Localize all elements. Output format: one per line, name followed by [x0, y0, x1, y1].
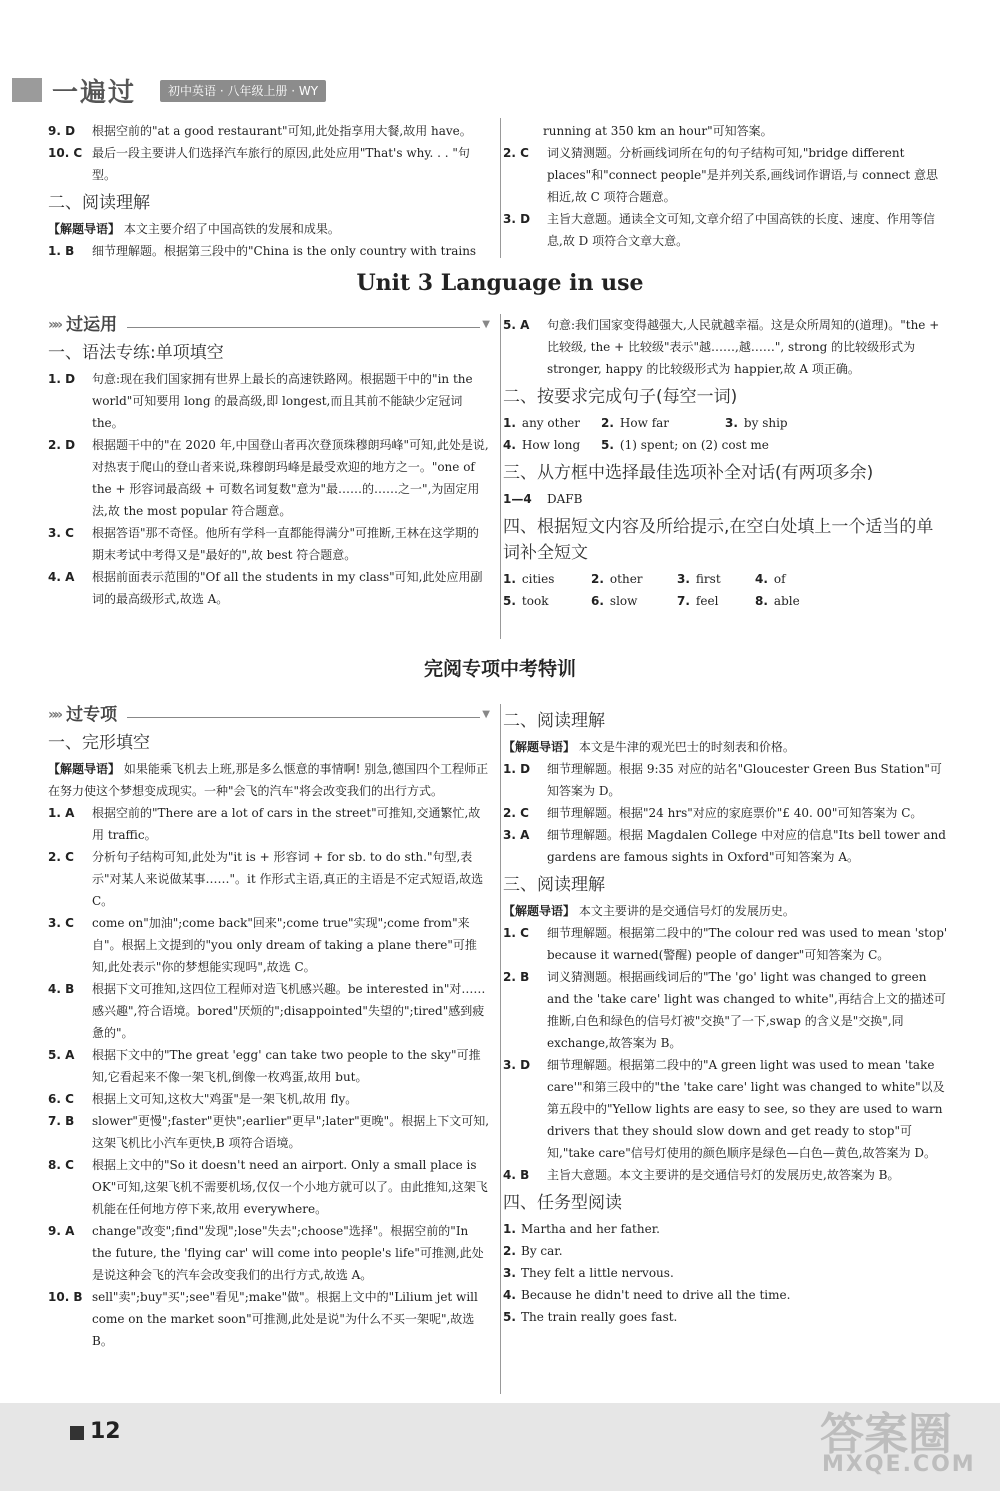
guide-note: 【解题导语】 如果能乘飞机去上班,那是多么惬意的事情啊! 别急,德国四个工程师正在努力使这个梦想变成现实。一种"会飞的汽车"将会改变我们的出行方式。 — [48, 762, 489, 798]
answer-item: 3. A 细节理解题。根据 Magdalen College 中对应的信息"Its bell tower and gardens are famous sights in Oxford"可知答案为 A。 — [503, 828, 946, 864]
left-section-1 — [48, 314, 490, 610]
triangle-icon: ▼ — [482, 319, 490, 330]
answer-item: 4. B 主旨大意题。本文主要讲的是交通信号灯的发展历史,故答案为 B。 — [503, 1168, 900, 1182]
header-bar — [12, 78, 42, 102]
right-section-1 — [503, 314, 948, 612]
watermark-logo: 答案圈 — [820, 1409, 952, 1460]
answer-item: 5. A 根据下文中的"The great 'egg' can take two people to the sky"可推知,它看起来不像一架飞机,倒像一枚鸡蛋,故用 but。 — [48, 1048, 481, 1084]
section-heading: 一、完形填空 — [48, 733, 150, 753]
special-title: 完阅专项中考特训 — [423, 658, 576, 680]
answer-item: 3. C come on"加油";come back"回来";come true"实现";come from"来自"。根据上文提到的"you only dream of taking a plane there"可推知,此处表示"你的梦想能实现吗",故选 C。 — [48, 916, 477, 974]
answer-item: 9. A change"改变";find"发现";lose"失去";choose"选择"。根据空前的"In the future, the 'flying car' will come into people's life"可推测,此处是说这种会飞的汽车会改变我们的出行方式,故选 A。 — [48, 1224, 484, 1282]
section-heading: 二、阅读理解 — [503, 711, 605, 731]
column-divider — [500, 704, 501, 1394]
brand-title: 一遍过 — [52, 78, 137, 108]
answer-item: 2. C 分析句子结构可知,此处为"it is + 形容词 + for sb. to do sth."句型,表示"对某人来说做某事……"。it 作形式主语,真正的主语是不定式短语,故选 C。 — [48, 850, 484, 908]
section-badge: »» 过专项 ▼ — [48, 705, 490, 725]
guide-note: 【解题导语】 本文主要讲的是交通信号灯的发展历史。 — [503, 904, 795, 918]
chevron-icon: »» — [48, 707, 61, 723]
answer-item: 1. A 根据空前的"There are a lot of cars in the street"可推知,交通繁忙,故用 traffic。 — [48, 806, 481, 842]
answer-item: 2. C 词义猜测题。分析画线词所在句的句子结构可知,"bridge different places"和"connect people"是并列关系,画线词作谓语,与 connect 意思相近,故 C 项符合题意。 — [503, 146, 939, 204]
section-heading: 一、语法专练:单项填空 — [48, 343, 224, 363]
guide-note: 【解题导语】 本文是牛津的观光巴士的时刻表和价格。 — [503, 740, 795, 754]
answer-item: 5. The train really goes fast. — [503, 1310, 678, 1324]
answer-item: 10. C 最后一段主要讲人们选择汽车旅行的原因,此处应用"That's why. . . "句型。 — [48, 146, 470, 182]
answer-item: 1. D 细节理解题。根据 9:35 对应的站名"Gloucester Green Bus Station"可知答案为 D。 — [503, 762, 942, 798]
section-heading: 四、根据短文内容及所给提示,在空白处填上一个适当的单词补全短文 — [503, 517, 934, 563]
answer-item: 3. D 细节理解题。根据第二段中的"A green light was used to mean 'take care'"和第三段中的"the 'take care' light was changed to white"以及第五段中的"Yellow lights are easy to see, so they are used to warn drivers that they should slow down and get ready to stop"可知,"take care"信号灯使用的颜色顺序是绿色—白色—黄色,故答案为 D。 — [503, 1058, 945, 1160]
answer-item: 3. D 主旨大意题。通读全文可知,文章介绍了中国高铁的长度、速度、作用等信息,故 D 项符合文章大意。 — [503, 212, 935, 248]
answer-item: 4. Because he didn't need to drive all the time. — [503, 1288, 791, 1302]
answer-item: 3. C 根据答语"那不奇怪。他所有学科一直都能得满分"可推断,王林在这学期的期末考试中考得又是"最好的",故 best 符合题意。 — [48, 526, 479, 562]
section-badge: »» 过运用 ▼ — [48, 315, 490, 335]
guide-note: 【解题导语】 本文主要介绍了中国高铁的发展和成果。 — [48, 222, 340, 236]
section-heading: 二、阅读理解 — [48, 193, 150, 213]
answer-item: 9. D 根据空前的"at a good restaurant"可知,此处指享用大餐,故用 have。 — [48, 124, 472, 138]
left-section-2 — [48, 704, 490, 1352]
answer-item: 2. C 细节理解题。根据"24 hrs"对应的家庭票价"£ 40. 00"可知答案为 C。 — [503, 806, 923, 820]
book-subtitle: 初中英语 · 八年级上册 · WY — [160, 80, 326, 102]
continued-text: running at 350 km an hour"可知答案。 — [543, 124, 773, 138]
unit-title: Unit 3 Language in use — [356, 270, 644, 296]
answer-item: 2. B 词义猜测题。根据画线词后的"The 'go' light was changed to green and the 'take care' light was changed to white",再结合上文的描述可推断,白色和绿色的信号灯被"交换"了一下,swap 的含义是"交换",同 exchange,故答案为 B。 — [503, 970, 946, 1050]
answer-item: 1. D 句意:现在我们国家拥有世界上最长的高速铁路网。根据题干中的"in the world"可知要用 long 的最高级,即 longest,而且其前不能缺少定冠词 the。 — [48, 372, 473, 430]
answer-item: 3. They felt a little nervous. — [503, 1266, 674, 1280]
answer-row: 1. cities 2. other 3. first 4. of — [503, 572, 786, 586]
answer-item: 1—4 DAFB — [503, 492, 583, 506]
watermark-url: MXQE.COM — [822, 1452, 976, 1477]
answer-item: 1. C 细节理解题。根据第二段中的"The colour red was used to mean 'stop' because it warned(警醒) people of danger"可知答案为 C。 — [503, 926, 948, 962]
answer-item: 10. B sell"卖";buy"买";see"看见";make"做"。根据上文中的"Lilium jet will come on the market soon"可推测,此处是说"为什么不买一架呢",故选 B。 — [48, 1290, 478, 1348]
chevron-icon: »» — [48, 317, 61, 333]
answer-item: 5. A 句意:我们国家变得越强大,人民就越幸福。这是众所周知的(道理)。"the + 比较级, the + 比较级"表示"越……,越……", strong 的比较级形式为 stronger, happy 的比较级形式为 happier,故 A 项正确。 — [503, 318, 940, 376]
section-heading: 三、阅读理解 — [503, 875, 605, 895]
answer-item: 6. C 根据上文可知,这枚大"鸡蛋"是一架飞机,故用 fly。 — [48, 1092, 358, 1106]
answer-item: 4. B 根据下文可推知,这四位工程师对造飞机感兴趣。be interested in"对……感兴趣",符合语境。bored"厌烦的";disappointed"失望的";tired"感到疲惫的"。 — [48, 982, 486, 1040]
answer-row: 4. How long 5. (1) spent; on (2) cost me — [503, 438, 769, 452]
answer-item: 1. Martha and her father. — [503, 1222, 660, 1236]
right-section-2 — [503, 704, 948, 1328]
answer-row: 1. any other 2. How far 3. by ship — [503, 416, 788, 430]
answer-item: 8. C 根据上文中的"So it doesn't need an airport. Only a small place is OK"可知,这架飞机不需要机场,仅仅一个小地方就可以了。由此推知,这架飞机能在任何地方停下来,故用 everywhere。 — [48, 1158, 488, 1216]
column-divider — [500, 314, 501, 639]
section-heading: 三、从方框中选择最佳选项补全对话(有两项多余) — [503, 463, 874, 483]
answer-row: 5. took 6. slow 7. feel 8. able — [503, 594, 800, 608]
column-divider — [500, 118, 501, 258]
answer-item: 1. B 细节理解题。根据第三段中的"China is the only country with trains — [48, 244, 477, 258]
answer-item: 2. D 根据题干中的"在 2020 年,中国登山者再次登顶珠穆朗玛峰"可知,此处是说,对热衷于爬山的登山者来说,珠穆朗玛峰是最受欢迎的地方之一。"one of the + 形容词最高级 + 可数名词复数"意为"最……的……之一",为固定用法,故 the most popular 符合题意。 — [48, 438, 489, 518]
page-number: 12 — [90, 1419, 121, 1444]
top-right-column — [503, 120, 948, 252]
triangle-icon: ▼ — [482, 709, 490, 720]
page-marker-icon — [70, 1426, 84, 1440]
answer-item: 7. B slower"更慢";faster"更快";earlier"更早";later"更晚"。根据上下文可知,这架飞机比小汽车更快,B 项符合语境。 — [48, 1114, 490, 1150]
top-left-column — [48, 120, 490, 262]
section-heading: 二、按要求完成句子(每空一词) — [503, 387, 738, 407]
answer-item: 2. By car. — [503, 1244, 563, 1258]
section-heading: 四、任务型阅读 — [503, 1193, 622, 1213]
answer-item: 4. A 根据前面表示范围的"Of all the students in my class"可知,此处应用副词的最高级形式,故选 A。 — [48, 570, 483, 606]
